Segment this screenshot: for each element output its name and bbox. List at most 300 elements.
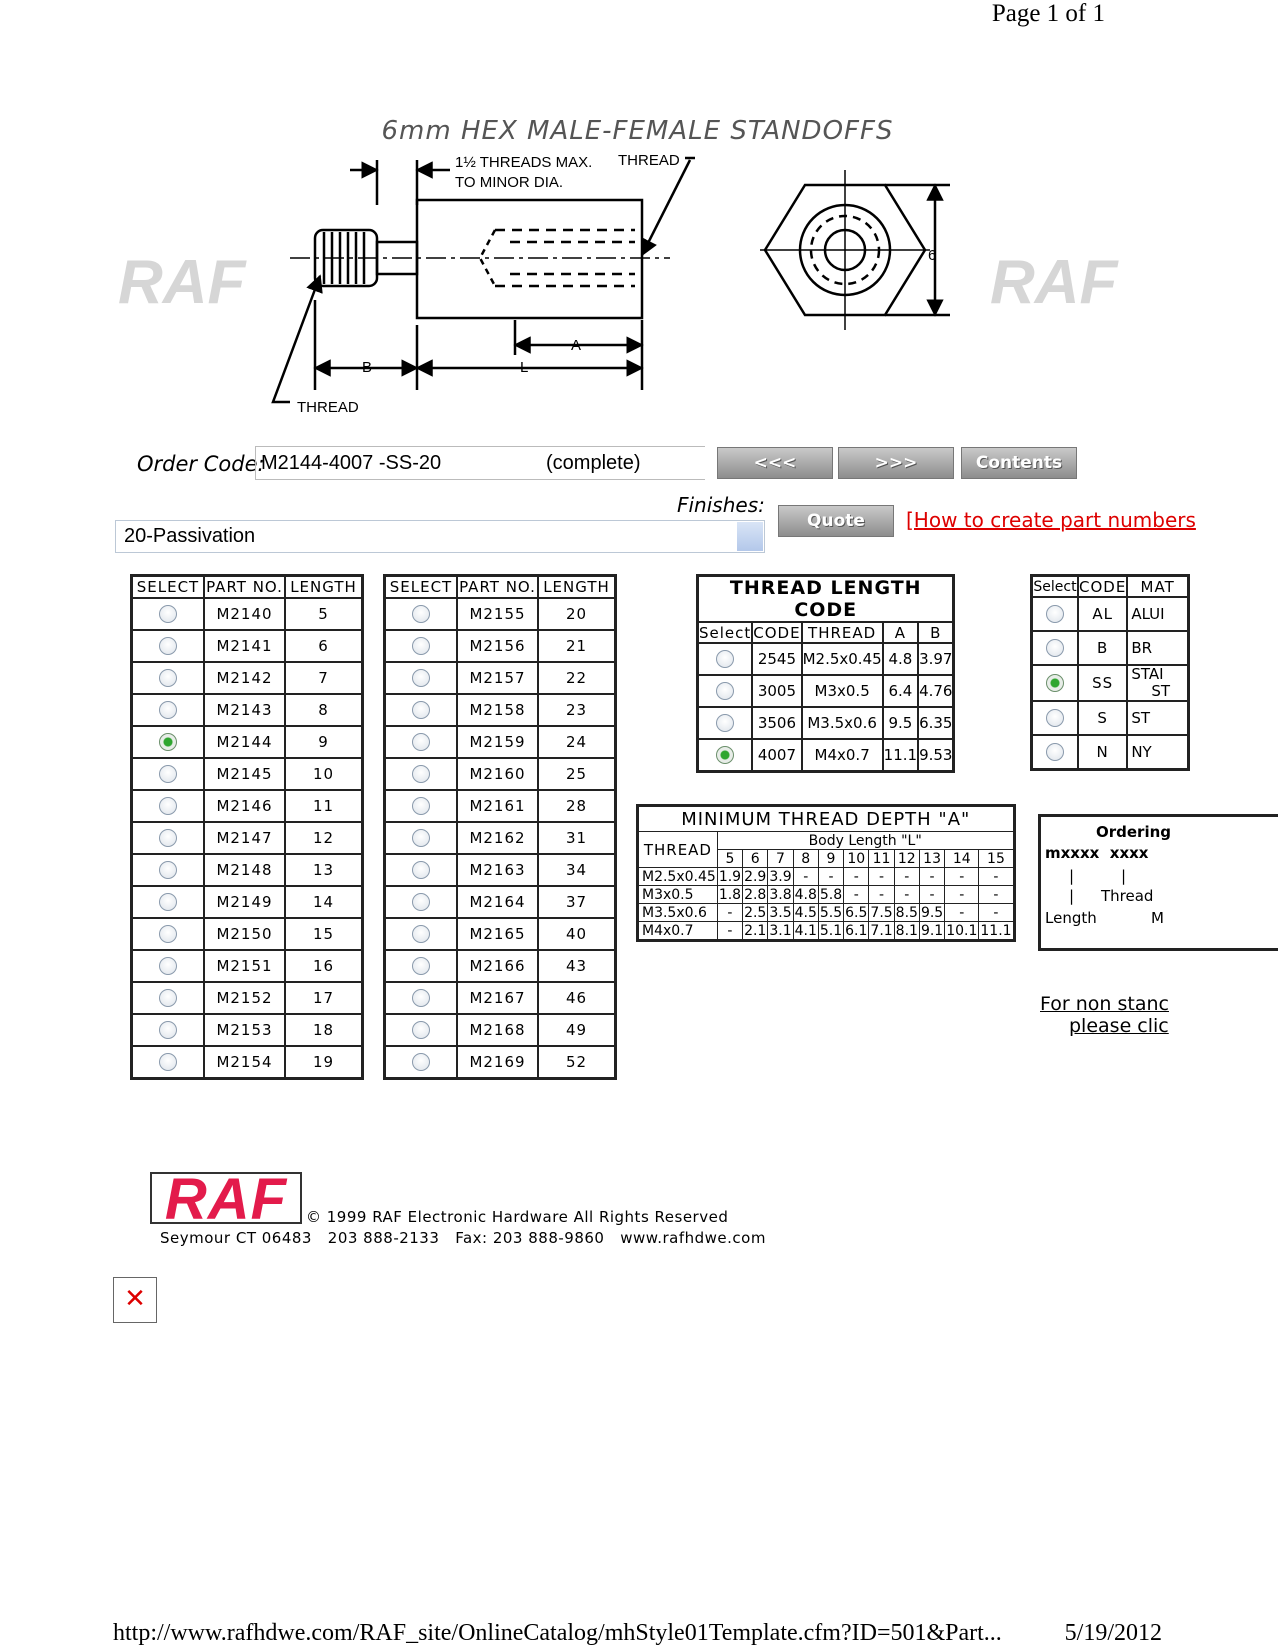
material-name xyxy=(1127,701,1188,735)
material-table xyxy=(1030,574,1190,771)
length: 37 xyxy=(538,886,616,918)
label-thread-bottom: THREAD xyxy=(297,399,359,416)
table-row[interactable] xyxy=(1032,701,1189,735)
depth-value: 8.1 xyxy=(895,922,918,939)
material-code: SS xyxy=(1078,665,1127,701)
part-radio[interactable] xyxy=(412,765,430,783)
length: 22 xyxy=(538,662,616,694)
ordering-title: Ordering xyxy=(1096,823,1172,841)
col-part-no: PART NO. xyxy=(204,576,285,599)
part-radio[interactable] xyxy=(412,925,430,943)
part-radio[interactable] xyxy=(159,1053,177,1071)
part-no: M2146 xyxy=(204,790,285,822)
table-row[interactable] xyxy=(385,918,616,950)
select-cell xyxy=(385,822,458,854)
table-row[interactable] xyxy=(1032,631,1189,665)
depth-value: 5.5 xyxy=(819,904,843,921)
col-select: SELECT xyxy=(132,576,205,599)
table-row[interactable] xyxy=(132,1046,363,1079)
depth-value: 3.8 xyxy=(769,886,792,903)
table-row[interactable] xyxy=(385,662,616,694)
part-no: M2140 xyxy=(204,598,285,630)
body-length: 6 xyxy=(743,850,768,868)
table-row[interactable] xyxy=(1032,665,1189,701)
label-thread-top: THREAD xyxy=(618,152,680,169)
part-radio[interactable] xyxy=(412,1053,430,1071)
select-cell xyxy=(385,726,458,758)
table-row[interactable] xyxy=(385,854,616,886)
length: 7 xyxy=(285,662,363,694)
select-cell xyxy=(385,854,458,886)
how-to-create-part-numbers-link[interactable]: [How to create part numbers xyxy=(906,508,1196,532)
select-cell xyxy=(385,982,458,1014)
select-cell xyxy=(132,630,205,662)
body-length: 8 xyxy=(793,850,818,868)
part-radio[interactable] xyxy=(412,893,430,911)
table-row[interactable] xyxy=(385,758,616,790)
material-code: B xyxy=(1078,631,1127,665)
part-radio[interactable] xyxy=(412,669,430,687)
body-length: 14 xyxy=(945,850,979,868)
part-no: M2148 xyxy=(204,854,285,886)
length: 43 xyxy=(538,950,616,982)
length: 31 xyxy=(538,822,616,854)
table-row[interactable] xyxy=(698,675,954,707)
select-cell xyxy=(385,918,458,950)
material-code: S xyxy=(1078,701,1127,735)
body-length: 13 xyxy=(919,850,944,868)
length: 11 xyxy=(285,790,363,822)
table-row[interactable] xyxy=(1032,735,1189,770)
depth-value: - xyxy=(717,904,742,922)
contents-button[interactable]: Contents xyxy=(961,447,1077,479)
depth-value: 3.9 xyxy=(769,868,792,885)
part-no: M2162 xyxy=(457,822,538,854)
body-length: 7 xyxy=(768,850,793,868)
length: 18 xyxy=(285,1014,363,1046)
part-no: M2155 xyxy=(457,598,538,630)
select-cell xyxy=(385,598,458,630)
material-name xyxy=(1127,631,1188,665)
depth-value: 6.1 xyxy=(845,922,868,939)
finishes-selected-value: 20-Passivation xyxy=(124,525,256,547)
select-cell xyxy=(132,982,205,1014)
non-standard-link[interactable] xyxy=(1040,993,1169,1037)
ordering-length-label: Length xyxy=(1045,909,1097,927)
thread-b: 9.53 xyxy=(918,739,954,772)
table-row[interactable] xyxy=(385,886,616,918)
ordering-pattern: mxxxx xxxx xyxy=(1045,844,1149,862)
thread-size: M3x0.5 xyxy=(802,675,883,707)
table-row[interactable] xyxy=(385,598,616,630)
non-standard-line2: please clic xyxy=(1069,1015,1169,1037)
material-name xyxy=(1127,665,1188,701)
depth-value: - xyxy=(869,868,894,886)
material-radio[interactable] xyxy=(1046,674,1064,692)
table-row[interactable] xyxy=(132,918,363,950)
quote-button[interactable]: Quote xyxy=(778,505,894,537)
table-row[interactable] xyxy=(698,739,954,772)
part-radio[interactable] xyxy=(159,1021,177,1039)
thread-b: 3.97 xyxy=(918,643,954,675)
part-radio[interactable] xyxy=(412,797,430,815)
part-radio[interactable] xyxy=(412,957,430,975)
body-length: 9 xyxy=(818,850,843,868)
thread-table-title: THREAD LENGTH CODE xyxy=(698,576,954,623)
next-button[interactable]: >>> xyxy=(838,447,954,479)
minimum-thread-depth-table xyxy=(636,804,1016,942)
material-name xyxy=(1127,597,1188,631)
body-length: 12 xyxy=(894,850,919,868)
select-cell xyxy=(132,918,205,950)
length: 9 xyxy=(285,726,363,758)
col-select: Select xyxy=(1032,576,1079,598)
depth-value: 9.1 xyxy=(920,922,944,939)
page-indicator: Page 1 of 1 xyxy=(991,0,1105,27)
depth-value: 2.5 xyxy=(744,904,767,921)
table-row[interactable] xyxy=(132,726,363,758)
part-no: M2166 xyxy=(457,950,538,982)
part-radio[interactable] xyxy=(159,893,177,911)
table-row[interactable] xyxy=(385,950,616,982)
body-length-header: Body Length "L" xyxy=(717,832,1014,850)
material-name-line: ST xyxy=(1131,708,1150,727)
select-cell xyxy=(132,758,205,790)
part-radio[interactable] xyxy=(159,669,177,687)
select-cell xyxy=(132,950,205,982)
col-code: CODE xyxy=(753,623,801,642)
part-no: M2152 xyxy=(204,982,285,1014)
thread-b: 6.35 xyxy=(918,707,954,739)
depth-value: 4.5 xyxy=(794,904,817,921)
depth-thread: M2.5x0.45 xyxy=(638,868,718,886)
part-radio[interactable] xyxy=(412,1021,430,1039)
depth-value: - xyxy=(844,868,869,886)
label-minor-dia: TO MINOR DIA. xyxy=(455,174,564,191)
length: 16 xyxy=(285,950,363,982)
table-row[interactable] xyxy=(698,643,954,675)
depth-value: - xyxy=(945,904,979,922)
depth-value: - xyxy=(844,886,869,904)
part-radio[interactable] xyxy=(412,701,430,719)
body-length: 11 xyxy=(869,850,894,868)
depth-value: 7.5 xyxy=(870,904,893,921)
depth-value: 8.5 xyxy=(895,904,918,921)
depth-value: - xyxy=(818,868,843,886)
depth-value: - xyxy=(979,904,1014,922)
depth-value: 3.1 xyxy=(769,922,792,939)
length: 34 xyxy=(538,854,616,886)
depth-thread: M4x0.7 xyxy=(638,922,718,941)
col-thread: THREAD xyxy=(802,622,883,643)
length: 46 xyxy=(538,982,616,1014)
thread-a: 11.1 xyxy=(883,739,918,772)
material-radio[interactable] xyxy=(1046,743,1064,761)
depth-value: 1.8 xyxy=(718,886,742,903)
part-no: M2165 xyxy=(457,918,538,950)
select-cell xyxy=(1032,701,1079,735)
length: 52 xyxy=(538,1046,616,1079)
dropdown-arrow-icon[interactable] xyxy=(737,522,763,551)
depth-value: - xyxy=(919,886,944,904)
order-code-label: Order Code: xyxy=(137,452,265,476)
thread-radio[interactable] xyxy=(716,650,734,668)
part-radio[interactable] xyxy=(412,733,430,751)
part-no: M2158 xyxy=(457,694,538,726)
table-row[interactable] xyxy=(132,758,363,790)
part-table-right xyxy=(383,574,617,1080)
select-cell xyxy=(698,675,753,707)
table-row[interactable] xyxy=(132,598,363,630)
print-url: http://www.rafhdwe.com/RAF_site/OnlineCatalog/mhStyle01Template.cfm?ID=501&Part... xyxy=(113,1620,1002,1646)
contact-info: Seymour CT 06483 203 888-2133 Fax: 203 888-9860 www.rafhdwe.com xyxy=(160,1229,766,1247)
depth-value: - xyxy=(979,868,1014,886)
finishes-label: Finishes: xyxy=(677,493,765,517)
col-select: SELECT xyxy=(385,576,458,599)
page-title: 6mm HEX MALE-FEMALE STANDOFFS xyxy=(381,116,894,146)
prev-button[interactable]: <<< xyxy=(717,447,833,479)
depth-value: - xyxy=(869,886,894,904)
material-radio[interactable] xyxy=(1046,709,1064,727)
table-row[interactable] xyxy=(132,790,363,822)
col-select: Select xyxy=(699,623,752,642)
select-cell xyxy=(385,694,458,726)
table-row xyxy=(638,922,1015,941)
thread-a: 9.5 xyxy=(883,707,918,739)
select-cell xyxy=(385,758,458,790)
table-row[interactable] xyxy=(1032,597,1189,631)
material-name-line: ALUI xyxy=(1131,604,1165,623)
length: 25 xyxy=(538,758,616,790)
length: 10 xyxy=(285,758,363,790)
part-no: M2161 xyxy=(457,790,538,822)
finishes-select[interactable] xyxy=(115,520,765,553)
select-cell xyxy=(698,707,753,739)
length: 24 xyxy=(538,726,616,758)
label-dim-b: B xyxy=(362,359,373,376)
thread-radio[interactable] xyxy=(716,714,734,732)
thread-radio[interactable] xyxy=(716,746,734,764)
part-radio[interactable] xyxy=(159,701,177,719)
length: 8 xyxy=(285,694,363,726)
material-name-line: ST xyxy=(1151,682,1170,700)
select-cell xyxy=(1032,597,1079,631)
table-row[interactable] xyxy=(132,950,363,982)
part-no: M2149 xyxy=(204,886,285,918)
part-table-left xyxy=(130,574,364,1080)
part-radio[interactable] xyxy=(412,637,430,655)
depth-value: 2.8 xyxy=(744,886,767,903)
part-radio[interactable] xyxy=(412,605,430,623)
select-cell xyxy=(132,662,205,694)
table-row xyxy=(638,886,1015,904)
part-no: M2167 xyxy=(457,982,538,1014)
select-cell xyxy=(385,662,458,694)
col-code: CODE xyxy=(1079,577,1127,596)
thread-a: 4.8 xyxy=(883,643,918,675)
length: 19 xyxy=(285,1046,363,1079)
watermark-right: RAF xyxy=(990,248,1118,317)
table-row[interactable] xyxy=(385,726,616,758)
depth-value: 7.1 xyxy=(870,922,893,939)
select-cell xyxy=(385,790,458,822)
select-cell xyxy=(385,886,458,918)
part-radio[interactable] xyxy=(159,957,177,975)
table-row[interactable] xyxy=(385,694,616,726)
non-standard-line1: For non stanc xyxy=(1040,993,1169,1015)
thread-size: M2.5x0.45 xyxy=(802,643,883,675)
thread-code: 4007 xyxy=(752,739,801,772)
select-cell xyxy=(385,1046,458,1079)
part-radio[interactable] xyxy=(159,989,177,1007)
table-row[interactable] xyxy=(385,1014,616,1046)
material-radio[interactable] xyxy=(1046,639,1064,657)
label-threads-max: 1½ THREADS MAX. xyxy=(455,154,593,171)
length: 49 xyxy=(538,1014,616,1046)
material-radio[interactable] xyxy=(1046,605,1064,623)
select-cell xyxy=(132,1014,205,1046)
table-row[interactable] xyxy=(385,790,616,822)
part-radio[interactable] xyxy=(159,605,177,623)
length: 17 xyxy=(285,982,363,1014)
part-radio[interactable] xyxy=(159,925,177,943)
part-no: M2153 xyxy=(204,1014,285,1046)
table-row[interactable] xyxy=(132,1014,363,1046)
table-row[interactable] xyxy=(132,822,363,854)
length: 14 xyxy=(285,886,363,918)
order-code-value: M2144-4007 -SS-20 xyxy=(261,452,442,474)
depth-value: 2.9 xyxy=(744,868,767,885)
depth-value: - xyxy=(894,886,919,904)
select-cell xyxy=(385,630,458,662)
depth-value: 2.1 xyxy=(744,922,767,939)
material-name-line: NY xyxy=(1131,742,1152,761)
select-cell xyxy=(1032,665,1079,701)
standoff-drawing xyxy=(110,150,1170,440)
part-no: M2141 xyxy=(204,630,285,662)
select-cell xyxy=(132,886,205,918)
table-row[interactable] xyxy=(385,982,616,1014)
part-no: M2142 xyxy=(204,662,285,694)
part-radio[interactable] xyxy=(412,861,430,879)
part-no: M2143 xyxy=(204,694,285,726)
part-radio[interactable] xyxy=(412,829,430,847)
thread-b: 4.76 xyxy=(918,675,954,707)
part-no: M2145 xyxy=(204,758,285,790)
thread-radio[interactable] xyxy=(716,682,734,700)
order-code-field[interactable] xyxy=(255,446,705,480)
thread-size: M3.5x0.6 xyxy=(802,707,883,739)
table-row[interactable] xyxy=(385,822,616,854)
depth-value: - xyxy=(717,922,742,941)
order-code-status: (complete) xyxy=(546,452,641,474)
thread-a: 6.4 xyxy=(883,675,918,707)
table-row[interactable] xyxy=(698,707,954,739)
depth-value: 4.8 xyxy=(794,886,817,903)
ordering-bar: | xyxy=(1121,867,1127,885)
col-a: A xyxy=(883,622,918,643)
table-row[interactable] xyxy=(132,886,363,918)
depth-value: 10.1 xyxy=(946,922,978,939)
table-row[interactable] xyxy=(385,1046,616,1079)
select-cell xyxy=(1032,631,1079,665)
depth-value: 3.5 xyxy=(769,904,792,921)
part-no: M2150 xyxy=(204,918,285,950)
depth-value: - xyxy=(979,886,1014,904)
length: 13 xyxy=(285,854,363,886)
depth-value: - xyxy=(919,868,944,886)
body-length: 15 xyxy=(979,850,1014,868)
depth-value: 6.5 xyxy=(845,904,868,921)
watermark-left: RAF xyxy=(118,248,246,317)
part-no: M2169 xyxy=(457,1046,538,1079)
table-row xyxy=(638,904,1015,922)
length: 12 xyxy=(285,822,363,854)
part-radio[interactable] xyxy=(412,989,430,1007)
part-radio[interactable] xyxy=(159,733,177,751)
part-no: M2164 xyxy=(457,886,538,918)
select-cell xyxy=(698,643,753,675)
ordering-bar: | xyxy=(1069,887,1075,905)
part-no: M2163 xyxy=(457,854,538,886)
material-name-line: STAI xyxy=(1131,665,1164,683)
select-cell xyxy=(1032,735,1079,770)
thread-code: 3005 xyxy=(752,675,801,707)
depth-table-title: MINIMUM THREAD DEPTH "A" xyxy=(638,806,1015,832)
label-dim-6: 6 xyxy=(928,247,937,264)
table-row[interactable] xyxy=(385,630,616,662)
part-no: M2156 xyxy=(457,630,538,662)
material-table-wrapper xyxy=(1030,574,1175,771)
select-cell xyxy=(132,1046,205,1079)
select-cell xyxy=(385,950,458,982)
depth-value: 4.1 xyxy=(794,922,817,939)
part-no: M2147 xyxy=(204,822,285,854)
part-radio[interactable] xyxy=(159,861,177,879)
part-radio[interactable] xyxy=(159,797,177,815)
select-cell xyxy=(132,598,205,630)
table-row[interactable] xyxy=(132,694,363,726)
table-row[interactable] xyxy=(132,662,363,694)
material-code: N xyxy=(1078,735,1127,770)
material-name-line: BR xyxy=(1131,638,1153,657)
length: 6 xyxy=(285,630,363,662)
part-no: M2157 xyxy=(457,662,538,694)
length: 28 xyxy=(538,790,616,822)
table-row xyxy=(638,868,1015,886)
col-material: MAT xyxy=(1127,576,1188,598)
table-row[interactable] xyxy=(132,854,363,886)
depth-value: 5.1 xyxy=(819,922,843,939)
part-no: M2159 xyxy=(457,726,538,758)
table-row[interactable] xyxy=(132,630,363,662)
depth-thread: M3.5x0.6 xyxy=(638,904,718,922)
ordering-m-label: M xyxy=(1151,909,1164,927)
col-b: B xyxy=(918,622,954,643)
thread-code: 2545 xyxy=(752,643,801,675)
part-radio[interactable] xyxy=(159,637,177,655)
part-radio[interactable] xyxy=(159,765,177,783)
length: 15 xyxy=(285,918,363,950)
part-radio[interactable] xyxy=(159,829,177,847)
col-length: LENGTH xyxy=(285,576,363,599)
material-code: AL xyxy=(1078,597,1127,631)
copyright-text: © 1999 RAF Electronic Hardware All Rights Reserved xyxy=(306,1208,729,1226)
length: 20 xyxy=(538,598,616,630)
thread-size: M4x0.7 xyxy=(802,739,883,772)
table-row[interactable] xyxy=(132,982,363,1014)
print-date: 5/19/2012 xyxy=(1064,1620,1162,1646)
